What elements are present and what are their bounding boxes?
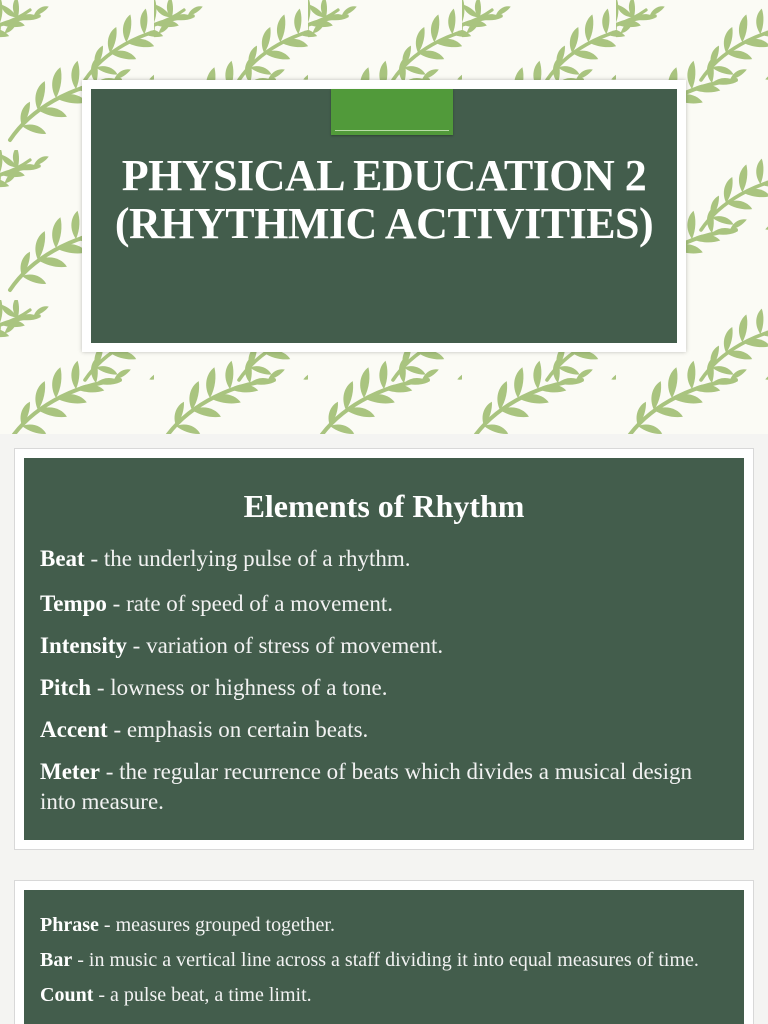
title-line-2: (RHYTHMIC ACTIVITIES) — [114, 199, 654, 248]
separator: - — [84, 546, 104, 571]
list-item-pitch — [40, 673, 700, 703]
elements-slide — [14, 448, 754, 850]
definition: variation of stress of movement. — [146, 633, 444, 658]
separator: - — [107, 717, 127, 742]
term: Accent — [40, 717, 108, 742]
definition: a pulse beat, a time limit. — [110, 984, 312, 1006]
music-terms-list — [40, 912, 700, 1017]
title-accent-tab — [331, 89, 453, 135]
definition: emphasis on certain beats. — [126, 717, 369, 742]
definition: lowness or highness of a tone. — [110, 675, 388, 700]
terms-slide — [14, 880, 754, 1024]
elements-title: Elements of Rhythm — [243, 488, 525, 524]
separator: - — [98, 914, 116, 936]
list-item-intensity — [40, 631, 700, 661]
term: Count — [40, 984, 94, 1006]
elements-panel — [24, 458, 744, 840]
title-line-1: PHYSICAL EDUCATION 2 — [121, 151, 647, 200]
slide-title — [91, 152, 677, 248]
list-item-phrase — [40, 912, 700, 939]
title-panel — [91, 89, 677, 343]
separator: - — [72, 949, 89, 971]
term: Pitch — [40, 675, 92, 700]
term: Intensity — [40, 633, 127, 658]
definition: measures grouped together. — [115, 914, 335, 936]
separator: - — [106, 591, 127, 616]
separator: - — [100, 759, 120, 784]
separator: - — [126, 633, 147, 658]
term: Bar — [40, 949, 73, 971]
definition: the underlying pulse of a rhythm. — [103, 546, 411, 571]
separator: - — [93, 984, 111, 1006]
separator: - — [91, 675, 111, 700]
term: Tempo — [40, 591, 107, 616]
definition: the regular recurrence of beats which divides a musical design into measure. — [40, 759, 693, 814]
term: Phrase — [40, 914, 99, 936]
list-item-meter — [40, 757, 700, 817]
term: Meter — [40, 759, 100, 784]
list-item-beat — [40, 544, 700, 574]
definition: rate of speed of a movement. — [126, 591, 394, 616]
term: Beat — [40, 546, 85, 571]
title-frame — [82, 80, 686, 352]
list-item-bar — [40, 947, 700, 974]
list-item-count — [40, 982, 700, 1009]
list-item-tempo — [40, 589, 700, 619]
terms-panel — [24, 890, 744, 1024]
definition: in music a vertical line across a staff dividing it into equal measures of time. — [88, 949, 699, 971]
title-slide — [0, 0, 768, 434]
list-item-accent — [40, 715, 700, 745]
rhythm-elements-list — [40, 544, 700, 829]
